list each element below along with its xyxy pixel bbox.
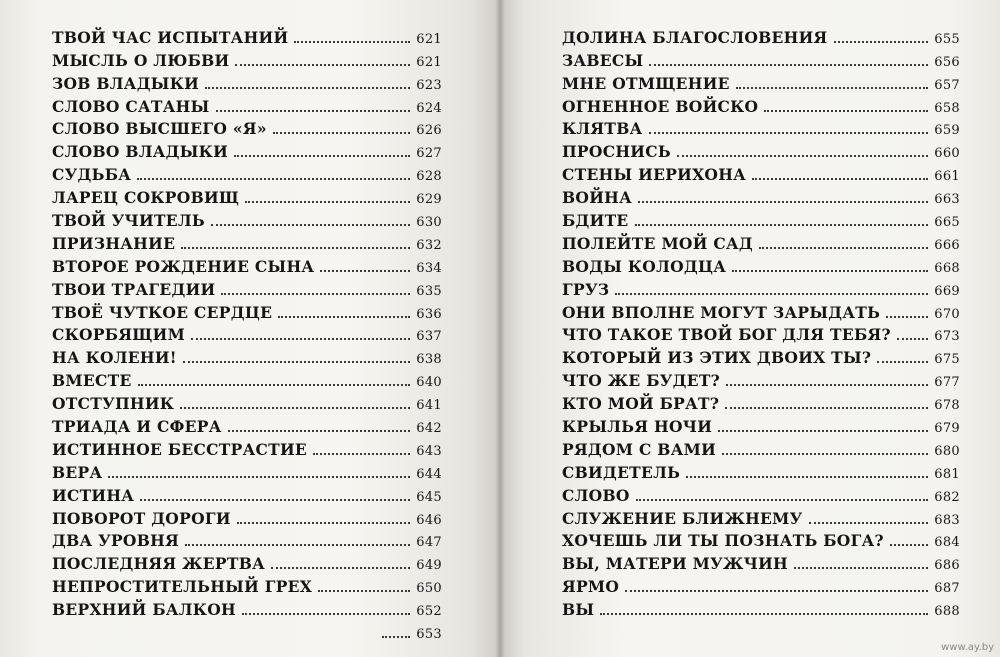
dot-leader — [834, 41, 929, 43]
toc-entry-page-number: 677 — [934, 375, 960, 391]
dot-leader — [211, 224, 410, 226]
toc-entry — [52, 24, 442, 47]
dot-leader — [313, 453, 410, 455]
toc-entry-title: СЛОВО ВЛАДЫКИ — [52, 142, 229, 162]
toc-entry-page-number: 635 — [416, 283, 442, 299]
toc-entry-page-number: 681 — [934, 466, 960, 482]
dot-leader — [181, 247, 410, 249]
toc-entry — [562, 230, 960, 253]
dot-leader — [722, 453, 928, 455]
toc-entry — [562, 322, 960, 345]
toc-entry-title: ПОВОРОТ ДОРОГИ — [52, 508, 231, 528]
dot-leader — [228, 430, 411, 432]
toc-entry — [52, 528, 442, 551]
toc-overflow-page-number: 653 — [416, 627, 442, 643]
toc-entry-title: ЗАВЕСЫ — [562, 50, 644, 70]
toc-entry-title: ТВОИ ТРАГЕДИИ — [52, 279, 216, 299]
toc-entry-title: КОТОРЫЙ ИЗ ЭТИХ ДВОИХ ТЫ? — [562, 348, 872, 368]
toc-entry — [562, 207, 960, 230]
dot-leader — [205, 87, 410, 89]
toc-entry-title: ТВОЙ ЧАС ИСПЫТАНИЙ — [52, 27, 289, 47]
toc-entry-page-number: 659 — [934, 123, 960, 139]
toc-entry-title: КРЫЛЬЯ НОЧИ — [562, 417, 713, 437]
toc-entry — [562, 596, 960, 619]
toc-entry-page-number: 630 — [416, 215, 442, 231]
toc-entry-page-number: 675 — [934, 352, 960, 368]
toc-overflow-line — [52, 619, 442, 642]
dot-leader — [242, 613, 410, 615]
toc-entry — [562, 116, 960, 139]
toc-entry-page-number: 666 — [934, 237, 960, 253]
toc-entry — [562, 93, 960, 116]
dot-leader — [221, 293, 410, 295]
toc-entry — [52, 161, 442, 184]
toc-entry — [562, 505, 960, 528]
toc-entry-page-number: 638 — [416, 352, 442, 368]
toc-entry-title: ПОСЛЕДНЯЯ ЖЕРТВА — [52, 554, 266, 574]
dot-leader — [185, 544, 410, 546]
toc-entry — [562, 138, 960, 161]
toc-entry — [562, 482, 960, 505]
toc-entry-title: СУДЬБА — [52, 165, 132, 185]
toc-entry — [562, 24, 960, 47]
toc-entry-title: ПРИЗНАНИЕ — [52, 233, 176, 253]
dot-leader — [382, 636, 410, 638]
toc-entry-page-number: 621 — [416, 54, 442, 70]
toc-entry-page-number: 636 — [416, 306, 442, 322]
dot-leader — [752, 178, 928, 180]
dot-leader — [294, 41, 410, 43]
dot-leader — [726, 384, 928, 386]
toc-entry — [562, 459, 960, 482]
toc-entry — [52, 207, 442, 230]
toc-entry-page-number: 658 — [934, 100, 960, 116]
toc-entry — [52, 230, 442, 253]
toc-entry-title: СВИДЕТЕЛЬ — [562, 462, 681, 482]
toc-entry-title: НЕПРОСТИТЕЛЬНЫЙ ГРЕХ — [52, 577, 313, 597]
toc-entry — [52, 70, 442, 93]
toc-entry-title: ТРИАДА И СФЕРА — [52, 417, 222, 437]
toc-entry-page-number: 624 — [416, 100, 442, 116]
dot-leader — [245, 201, 410, 203]
dot-leader — [890, 544, 928, 546]
toc-entry — [52, 116, 442, 139]
toc-entry-title: ВЫ, МАТЕРИ МУЖЧИН — [562, 554, 788, 574]
toc-entry — [52, 367, 442, 390]
toc-entry-title: ИСТИНА — [52, 485, 135, 505]
toc-entry — [562, 436, 960, 459]
dot-leader — [718, 430, 928, 432]
toc-entry-title: СЛОВО САТАНЫ — [52, 96, 210, 116]
toc-entry-title: ЯРМО — [562, 577, 620, 597]
toc-entry-page-number: 665 — [934, 215, 960, 231]
toc-entry — [52, 299, 442, 322]
toc-entry-page-number: 682 — [934, 489, 960, 505]
toc-entry-title: ДВА УРОВНЯ — [52, 531, 180, 551]
dot-leader — [237, 522, 410, 524]
right-toc-list — [562, 24, 960, 619]
toc-entry-page-number: 656 — [934, 54, 960, 70]
watermark: www.ay.by — [941, 642, 994, 653]
toc-entry-page-number: 660 — [934, 146, 960, 162]
toc-entry — [562, 253, 960, 276]
toc-entry-title: ВЕРХНИЙ БАЛКОН — [52, 600, 236, 620]
toc-entry-page-number: 634 — [416, 260, 442, 276]
dot-leader — [271, 567, 410, 569]
dot-leader — [732, 270, 928, 272]
toc-entry-title: СЛОВО ВЫСШЕГО «Я» — [52, 119, 267, 139]
dot-leader — [635, 224, 929, 226]
toc-entry — [52, 276, 442, 299]
toc-entry-page-number: 629 — [416, 192, 442, 208]
toc-entry-title: ЗОВ ВЛАДЫКИ — [52, 73, 200, 93]
dot-leader — [736, 87, 929, 89]
toc-entry — [562, 367, 960, 390]
toc-entry-page-number: 641 — [416, 398, 442, 414]
dot-leader — [897, 338, 928, 340]
toc-entry-title: ХОЧЕШЬ ЛИ ТЫ ПОЗНАТЬ БОГА? — [562, 531, 884, 551]
toc-entry-title: ОНИ ВПОЛНЕ МОГУТ ЗАРЫДАТЬ — [562, 302, 881, 322]
toc-entry-title: СЛОВО — [562, 485, 630, 505]
dot-leader — [234, 155, 410, 157]
toc-entry-title: ДОЛИНА БЛАГОСЛОВЕНИЯ — [562, 27, 828, 47]
toc-entry — [562, 70, 960, 93]
toc-entry-title: ИСТИННОЕ БЕССТРАСТИЕ — [52, 439, 308, 459]
toc-entry-title: СЛУЖЕНИЕ БЛИЖНЕМУ — [562, 508, 803, 528]
toc-entry — [52, 344, 442, 367]
toc-entry-title: ПОЛЕЙТЕ МОЙ САД — [562, 233, 753, 253]
right-page — [500, 0, 1000, 657]
toc-entry-page-number: 661 — [934, 169, 960, 185]
toc-entry-page-number: 683 — [934, 512, 960, 528]
toc-entry-page-number: 650 — [416, 581, 442, 597]
toc-entry-title: СКОРБЯЩИМ — [52, 325, 186, 345]
toc-entry-page-number: 688 — [934, 604, 960, 620]
toc-entry — [52, 413, 442, 436]
toc-entry-title: ВЕРА — [52, 462, 103, 482]
toc-entry — [562, 299, 960, 322]
toc-entry-title: ТВОЁ ЧУТКОЕ СЕРДЦЕ — [52, 302, 273, 322]
toc-entry-title: РЯДОМ С ВАМИ — [562, 439, 717, 459]
dot-leader — [809, 522, 929, 524]
dot-leader — [320, 270, 410, 272]
toc-entry-title: ГРУЗ — [562, 279, 610, 299]
toc-entry — [562, 184, 960, 207]
toc-entry-page-number: 680 — [934, 443, 960, 459]
dot-leader — [278, 316, 410, 318]
toc-entry — [52, 138, 442, 161]
dot-leader — [180, 407, 410, 409]
dot-leader — [216, 110, 411, 112]
toc-entry-page-number: 684 — [934, 535, 960, 551]
toc-entry-page-number: 621 — [416, 31, 442, 47]
toc-entry-page-number: 687 — [934, 581, 960, 597]
toc-entry — [52, 253, 442, 276]
toc-entry-page-number: 637 — [416, 329, 442, 345]
toc-entry — [52, 505, 442, 528]
toc-entry-title: МЫСЛЬ О ЛЮБВИ — [52, 50, 230, 70]
toc-entry-page-number: 632 — [416, 237, 442, 253]
toc-entry-title: ВТОРОЕ РОЖДЕНИЕ СЫНА — [52, 256, 315, 276]
toc-entry-page-number: 668 — [934, 260, 960, 276]
toc-entry-page-number: 645 — [416, 489, 442, 505]
toc-entry-page-number: 679 — [934, 421, 960, 437]
toc-entry — [562, 550, 960, 573]
left-toc-list — [52, 24, 442, 642]
toc-entry-page-number: 655 — [934, 31, 960, 47]
toc-entry-page-number: 646 — [416, 512, 442, 528]
dot-leader — [649, 64, 928, 66]
dot-leader — [886, 316, 928, 318]
toc-entry — [562, 344, 960, 367]
toc-entry-title: МНЕ ОТМЩЕНИЕ — [562, 73, 730, 93]
toc-entry — [562, 413, 960, 436]
toc-entry-page-number: 652 — [416, 604, 442, 620]
toc-entry-title: НА КОЛЕНИ! — [52, 348, 177, 368]
toc-entry-title: ВОДЫ КОЛОДЦА — [562, 256, 727, 276]
toc-entry-title: ЧТО ТАКОЕ ТВОЙ БОГ ДЛЯ ТЕБЯ? — [562, 325, 891, 345]
dot-leader — [877, 361, 928, 363]
dot-leader — [273, 132, 410, 134]
dot-leader — [183, 361, 410, 363]
dot-leader — [191, 338, 410, 340]
dot-leader — [759, 247, 928, 249]
dot-leader — [600, 613, 928, 615]
toc-entry-page-number: 626 — [416, 123, 442, 139]
dot-leader — [636, 499, 929, 501]
toc-entry-title: ВОЙНА — [562, 188, 633, 208]
dot-leader — [138, 384, 411, 386]
toc-entry-title: КТО МОЙ БРАТ? — [562, 394, 720, 414]
toc-entry-title: ЛАРЕЦ СОКРОВИЩ — [52, 188, 240, 208]
toc-entry-page-number: 678 — [934, 398, 960, 414]
dot-leader — [725, 407, 928, 409]
toc-entry-title: ЧТО ЖЕ БУДЕТ? — [562, 371, 721, 391]
toc-entry-page-number: 643 — [416, 443, 442, 459]
toc-entry-page-number: 627 — [416, 146, 442, 162]
toc-entry-page-number: 647 — [416, 535, 442, 551]
dot-leader — [764, 110, 928, 112]
toc-entry-title: ВМЕСТЕ — [52, 371, 132, 391]
dot-leader — [794, 567, 928, 569]
toc-entry — [52, 596, 442, 619]
toc-entry — [52, 93, 442, 116]
toc-entry — [52, 184, 442, 207]
toc-entry — [562, 161, 960, 184]
toc-entry — [52, 573, 442, 596]
toc-entry-title: БДИТЕ — [562, 211, 629, 231]
dot-leader — [677, 155, 928, 157]
dot-leader — [686, 476, 928, 478]
toc-entry-page-number: 623 — [416, 77, 442, 93]
toc-entry — [52, 550, 442, 573]
toc-entry — [52, 459, 442, 482]
toc-entry — [562, 47, 960, 70]
toc-entry-page-number: 663 — [934, 192, 960, 208]
toc-entry-page-number: 686 — [934, 558, 960, 574]
toc-entry-page-number: 673 — [934, 329, 960, 345]
toc-entry-title: ТВОЙ УЧИТЕЛЬ — [52, 211, 205, 231]
toc-entry — [562, 276, 960, 299]
dot-leader — [108, 476, 410, 478]
toc-entry — [52, 47, 442, 70]
dot-leader — [638, 201, 928, 203]
toc-entry-page-number: 642 — [416, 421, 442, 437]
toc-entry-page-number: 640 — [416, 375, 442, 391]
toc-entry-title: СТЕНЫ ИЕРИХОНА — [562, 165, 747, 185]
toc-entry — [562, 390, 960, 413]
toc-entry-page-number: 669 — [934, 283, 960, 299]
toc-entry-page-number: 670 — [934, 306, 960, 322]
dot-leader — [625, 590, 928, 592]
toc-entry-title: ОГНЕННОЕ ВОЙСКО — [562, 96, 759, 116]
toc-entry-title: ВЫ — [562, 600, 595, 620]
toc-entry — [52, 390, 442, 413]
dot-leader — [137, 178, 410, 180]
toc-entry-page-number: 657 — [934, 77, 960, 93]
toc-entry — [52, 482, 442, 505]
dot-leader — [615, 293, 928, 295]
dot-leader — [649, 132, 929, 134]
toc-entry — [52, 436, 442, 459]
toc-entry — [562, 573, 960, 596]
toc-entry-title: ПРОСНИСЬ — [562, 142, 671, 162]
toc-entry — [562, 528, 960, 551]
toc-entry-page-number: 649 — [416, 558, 442, 574]
toc-entry — [52, 322, 442, 345]
dot-leader — [235, 64, 410, 66]
toc-entry-title: КЛЯТВА — [562, 119, 643, 139]
toc-entry-title: ОТСТУПНИК — [52, 394, 175, 414]
dot-leader — [318, 590, 410, 592]
toc-entry-page-number: 644 — [416, 466, 442, 482]
toc-entry-page-number: 628 — [416, 169, 442, 185]
dot-leader — [140, 499, 410, 501]
